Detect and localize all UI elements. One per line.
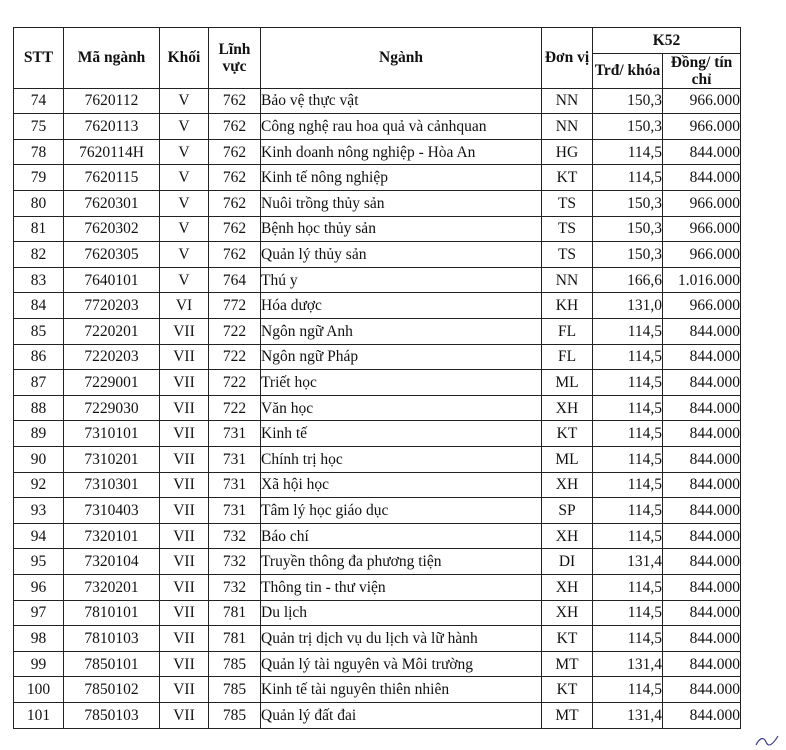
cell-stt: 84 [14, 293, 64, 319]
table-row [14, 344, 741, 370]
table-row [14, 447, 741, 473]
cell-khoi: V [160, 165, 209, 191]
cell-don-vi: KT [542, 677, 593, 703]
cell-khoi: VII [160, 395, 209, 421]
cell-khoi: VII [160, 549, 209, 575]
header-ma-nganh: Mã ngành [64, 28, 160, 89]
cell-don-vi: SP [542, 498, 593, 524]
cell-khoi: V [160, 216, 209, 242]
cell-nganh: Thông tin - thư viện [261, 574, 542, 600]
cell-don-vi: MT [542, 702, 593, 728]
cell-khoi: VII [160, 600, 209, 626]
table-row [14, 651, 741, 677]
cell-ma-nganh: 7310403 [64, 498, 160, 524]
cell-stt: 101 [14, 702, 64, 728]
cell-dong-tin-chi: 844.000 [663, 549, 741, 575]
cell-dong-tin-chi: 966.000 [663, 191, 741, 217]
cell-linh-vuc: 781 [209, 600, 261, 626]
cell-stt: 75 [14, 114, 64, 140]
cell-don-vi: TS [542, 216, 593, 242]
cell-ma-nganh: 7620113 [64, 114, 160, 140]
cell-dong-tin-chi: 966.000 [663, 242, 741, 268]
cell-ma-nganh: 7850103 [64, 702, 160, 728]
cell-nganh: Quản lý tài nguyên và Môi trường [261, 651, 542, 677]
cell-ma-nganh: 7620305 [64, 242, 160, 268]
cell-stt: 94 [14, 523, 64, 549]
cell-ma-nganh: 7720203 [64, 293, 160, 319]
cell-trd-khoa: 114,5 [593, 523, 663, 549]
cell-trd-khoa: 114,5 [593, 677, 663, 703]
cell-khoi: VII [160, 319, 209, 345]
cell-trd-khoa: 166,6 [593, 267, 663, 293]
cell-don-vi: XH [542, 523, 593, 549]
cell-khoi: VII [160, 421, 209, 447]
cell-linh-vuc: 785 [209, 651, 261, 677]
cell-stt: 96 [14, 574, 64, 600]
cell-linh-vuc: 731 [209, 421, 261, 447]
cell-nganh: Triết học [261, 370, 542, 396]
cell-ma-nganh: 7850101 [64, 651, 160, 677]
cell-linh-vuc: 781 [209, 626, 261, 652]
cell-don-vi: XH [542, 395, 593, 421]
cell-stt: 88 [14, 395, 64, 421]
cell-dong-tin-chi: 844.000 [663, 370, 741, 396]
cell-nganh: Thú y [261, 267, 542, 293]
table-row [14, 242, 741, 268]
cell-dong-tin-chi: 844.000 [663, 139, 741, 165]
cell-nganh: Công nghệ rau hoa quả và cảnhquan [261, 114, 542, 140]
table-row [14, 498, 741, 524]
cell-stt: 92 [14, 472, 64, 498]
header-stt: STT [14, 28, 64, 89]
cell-stt: 100 [14, 677, 64, 703]
cell-nganh: Bệnh học thủy sản [261, 216, 542, 242]
header-linh-vuc: Lĩnh vực [209, 28, 261, 89]
cell-don-vi: XH [542, 472, 593, 498]
table-row [14, 523, 741, 549]
cell-don-vi: NN [542, 114, 593, 140]
cell-don-vi: XH [542, 600, 593, 626]
cell-ma-nganh: 7850102 [64, 677, 160, 703]
cell-dong-tin-chi: 966.000 [663, 293, 741, 319]
cell-ma-nganh: 7620301 [64, 191, 160, 217]
cell-linh-vuc: 762 [209, 88, 261, 114]
cell-dong-tin-chi: 966.000 [663, 114, 741, 140]
cell-ma-nganh: 7310301 [64, 472, 160, 498]
cell-don-vi: NN [542, 88, 593, 114]
cell-ma-nganh: 7229001 [64, 370, 160, 396]
cell-stt: 78 [14, 139, 64, 165]
cell-trd-khoa: 131,0 [593, 293, 663, 319]
table-row [14, 267, 741, 293]
cell-ma-nganh: 7320201 [64, 574, 160, 600]
header-nganh: Ngành [261, 28, 542, 89]
cell-linh-vuc: 762 [209, 242, 261, 268]
cell-dong-tin-chi: 844.000 [663, 421, 741, 447]
cell-trd-khoa: 131,4 [593, 549, 663, 575]
cell-trd-khoa: 114,5 [593, 472, 663, 498]
cell-dong-tin-chi: 966.000 [663, 88, 741, 114]
cell-don-vi: ML [542, 447, 593, 473]
table-row [14, 293, 741, 319]
cell-dong-tin-chi: 1.016.000 [663, 267, 741, 293]
cell-linh-vuc: 762 [209, 191, 261, 217]
cell-nganh: Quản lý thủy sản [261, 242, 542, 268]
cell-nganh: Nuôi trồng thủy sản [261, 191, 542, 217]
cell-khoi: VII [160, 574, 209, 600]
cell-ma-nganh: 7620302 [64, 216, 160, 242]
cell-trd-khoa: 114,5 [593, 498, 663, 524]
cell-trd-khoa: 114,5 [593, 370, 663, 396]
cell-nganh: Quản trị dịch vụ du lịch và lữ hành [261, 626, 542, 652]
table-row [14, 395, 741, 421]
cell-linh-vuc: 731 [209, 447, 261, 473]
header-don-vi: Đơn vị [542, 28, 593, 89]
cell-stt: 90 [14, 447, 64, 473]
cell-stt: 83 [14, 267, 64, 293]
cell-dong-tin-chi: 844.000 [663, 472, 741, 498]
table-row [14, 677, 741, 703]
cell-trd-khoa: 131,4 [593, 702, 663, 728]
cell-trd-khoa: 114,5 [593, 395, 663, 421]
cell-don-vi: KT [542, 421, 593, 447]
cell-nganh: Du lịch [261, 600, 542, 626]
cell-ma-nganh: 7310101 [64, 421, 160, 447]
cell-linh-vuc: 722 [209, 395, 261, 421]
cell-ma-nganh: 7620114H [64, 139, 160, 165]
cell-linh-vuc: 732 [209, 549, 261, 575]
cell-khoi: VI [160, 293, 209, 319]
cell-stt: 87 [14, 370, 64, 396]
cell-stt: 99 [14, 651, 64, 677]
cell-dong-tin-chi: 844.000 [663, 395, 741, 421]
cell-dong-tin-chi: 844.000 [663, 626, 741, 652]
cell-khoi: VII [160, 344, 209, 370]
cell-stt: 80 [14, 191, 64, 217]
cell-don-vi: NN [542, 267, 593, 293]
cell-dong-tin-chi: 844.000 [663, 677, 741, 703]
header-khoi: Khối [160, 28, 209, 89]
cell-ma-nganh: 7320104 [64, 549, 160, 575]
cell-nganh: Báo chí [261, 523, 542, 549]
table-row [14, 139, 741, 165]
cell-nganh: Xã hội học [261, 472, 542, 498]
cell-linh-vuc: 785 [209, 677, 261, 703]
cell-don-vi: TS [542, 242, 593, 268]
cell-ma-nganh: 7810103 [64, 626, 160, 652]
cell-trd-khoa: 114,5 [593, 344, 663, 370]
cell-nganh: Bảo vệ thực vật [261, 88, 542, 114]
cell-linh-vuc: 764 [209, 267, 261, 293]
cell-dong-tin-chi: 844.000 [663, 165, 741, 191]
cell-ma-nganh: 7229030 [64, 395, 160, 421]
header-k52: K52 [593, 28, 741, 54]
cell-trd-khoa: 150,3 [593, 191, 663, 217]
table-row [14, 702, 741, 728]
cell-ma-nganh: 7310201 [64, 447, 160, 473]
cell-linh-vuc: 762 [209, 216, 261, 242]
cell-stt: 89 [14, 421, 64, 447]
cell-dong-tin-chi: 844.000 [663, 447, 741, 473]
cell-stt: 86 [14, 344, 64, 370]
table-row [14, 600, 741, 626]
cell-stt: 81 [14, 216, 64, 242]
cell-ma-nganh: 7220203 [64, 344, 160, 370]
table-row [14, 165, 741, 191]
cell-nganh: Chính trị học [261, 447, 542, 473]
cell-don-vi: KT [542, 165, 593, 191]
cell-nganh: Ngôn ngữ Pháp [261, 344, 542, 370]
cell-stt: 97 [14, 600, 64, 626]
table-row [14, 319, 741, 345]
cell-ma-nganh: 7620112 [64, 88, 160, 114]
cell-linh-vuc: 762 [209, 165, 261, 191]
cell-stt: 82 [14, 242, 64, 268]
cell-linh-vuc: 732 [209, 523, 261, 549]
cell-nganh: Văn học [261, 395, 542, 421]
table-row [14, 574, 741, 600]
cell-don-vi: HG [542, 139, 593, 165]
cell-don-vi: MT [542, 651, 593, 677]
table-row [14, 626, 741, 652]
header-dong-tin-chi: Đồng/ tín chỉ [663, 53, 741, 88]
table-row [14, 549, 741, 575]
table-row [14, 370, 741, 396]
cell-don-vi: FL [542, 344, 593, 370]
cell-trd-khoa: 114,5 [593, 447, 663, 473]
cell-khoi: VII [160, 472, 209, 498]
cell-trd-khoa: 150,3 [593, 216, 663, 242]
cell-khoi: VII [160, 370, 209, 396]
cell-trd-khoa: 150,3 [593, 242, 663, 268]
cell-stt: 95 [14, 549, 64, 575]
cell-stt: 85 [14, 319, 64, 345]
cell-dong-tin-chi: 844.000 [663, 702, 741, 728]
cell-don-vi: KT [542, 626, 593, 652]
table-row [14, 216, 741, 242]
cell-nganh: Kinh tế tài nguyên thiên nhiên [261, 677, 542, 703]
cell-trd-khoa: 114,5 [593, 574, 663, 600]
cell-trd-khoa: 150,3 [593, 88, 663, 114]
cell-dong-tin-chi: 844.000 [663, 319, 741, 345]
cell-nganh: Kinh doanh nông nghiệp - Hòa An [261, 139, 542, 165]
cell-don-vi: XH [542, 574, 593, 600]
cell-khoi: VII [160, 651, 209, 677]
cell-dong-tin-chi: 844.000 [663, 574, 741, 600]
cell-trd-khoa: 150,3 [593, 114, 663, 140]
table-header [14, 28, 741, 89]
cell-don-vi: KH [542, 293, 593, 319]
table-row [14, 191, 741, 217]
cell-linh-vuc: 732 [209, 574, 261, 600]
cell-trd-khoa: 114,5 [593, 421, 663, 447]
cell-dong-tin-chi: 844.000 [663, 498, 741, 524]
table-row [14, 114, 741, 140]
cell-khoi: V [160, 191, 209, 217]
cell-stt: 93 [14, 498, 64, 524]
cell-ma-nganh: 7220201 [64, 319, 160, 345]
cell-trd-khoa: 114,5 [593, 319, 663, 345]
cell-khoi: VII [160, 498, 209, 524]
cell-linh-vuc: 731 [209, 498, 261, 524]
cell-linh-vuc: 731 [209, 472, 261, 498]
cell-khoi: V [160, 114, 209, 140]
cell-trd-khoa: 114,5 [593, 165, 663, 191]
cell-khoi: V [160, 139, 209, 165]
cell-dong-tin-chi: 844.000 [663, 651, 741, 677]
cell-linh-vuc: 772 [209, 293, 261, 319]
cell-khoi: VII [160, 626, 209, 652]
cell-khoi: V [160, 88, 209, 114]
cell-khoi: VII [160, 702, 209, 728]
cell-khoi: VII [160, 523, 209, 549]
cell-ma-nganh: 7640101 [64, 267, 160, 293]
cell-dong-tin-chi: 844.000 [663, 523, 741, 549]
cell-khoi: VII [160, 447, 209, 473]
table-row [14, 472, 741, 498]
cell-linh-vuc: 762 [209, 139, 261, 165]
cell-linh-vuc: 785 [209, 702, 261, 728]
cell-stt: 79 [14, 165, 64, 191]
cell-stt: 74 [14, 88, 64, 114]
cell-trd-khoa: 114,5 [593, 139, 663, 165]
cell-linh-vuc: 762 [209, 114, 261, 140]
cell-nganh: Ngôn ngữ Anh [261, 319, 542, 345]
header-trd-khoa: Trđ/ khóa [593, 53, 663, 88]
cell-nganh: Tâm lý học giáo dục [261, 498, 542, 524]
cell-don-vi: FL [542, 319, 593, 345]
tuition-table [13, 27, 741, 729]
cell-nganh: Kinh tế nông nghiệp [261, 165, 542, 191]
cell-trd-khoa: 131,4 [593, 651, 663, 677]
cell-don-vi: ML [542, 370, 593, 396]
cell-stt: 98 [14, 626, 64, 652]
signature-mark [754, 734, 780, 748]
cell-khoi: VII [160, 677, 209, 703]
cell-khoi: V [160, 267, 209, 293]
cell-trd-khoa: 114,5 [593, 626, 663, 652]
cell-trd-khoa: 114,5 [593, 600, 663, 626]
cell-linh-vuc: 722 [209, 370, 261, 396]
cell-dong-tin-chi: 844.000 [663, 600, 741, 626]
cell-don-vi: TS [542, 191, 593, 217]
cell-linh-vuc: 722 [209, 319, 261, 345]
cell-dong-tin-chi: 966.000 [663, 216, 741, 242]
cell-linh-vuc: 722 [209, 344, 261, 370]
cell-dong-tin-chi: 844.000 [663, 344, 741, 370]
table-row [14, 421, 741, 447]
cell-don-vi: DI [542, 549, 593, 575]
cell-ma-nganh: 7810101 [64, 600, 160, 626]
table-row [14, 88, 741, 114]
cell-nganh: Quản lý đất đai [261, 702, 542, 728]
cell-khoi: V [160, 242, 209, 268]
cell-ma-nganh: 7320101 [64, 523, 160, 549]
cell-nganh: Kinh tế [261, 421, 542, 447]
table-body [14, 88, 741, 728]
cell-nganh: Hóa dược [261, 293, 542, 319]
cell-ma-nganh: 7620115 [64, 165, 160, 191]
cell-nganh: Truyền thông đa phương tiện [261, 549, 542, 575]
